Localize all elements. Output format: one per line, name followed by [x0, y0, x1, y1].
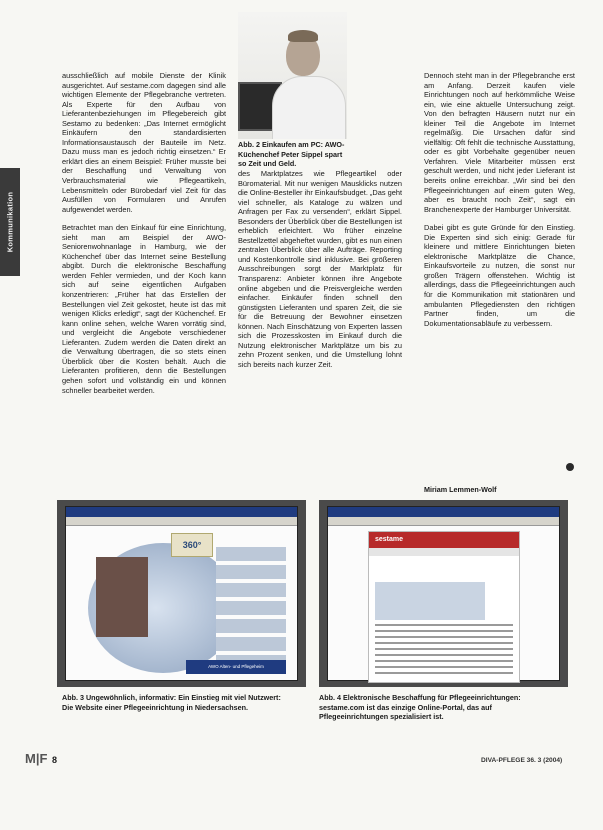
window-menubar: [328, 517, 559, 526]
column-1: [62, 71, 226, 496]
person-shirt: [272, 76, 346, 139]
section-tab: [0, 168, 20, 276]
column-3-paragraph-2: Dabei gibt es gute Gründe für den Einstieg. Die Experten sind sich einig: Gerade für kleinere und mittlere Einrichtungen bieten elektronische Marktplätze die Chance, Einkaufsvorteile zu nutzen, die sonst nur großen Trägern offenstehen. Wichtig ist allerdings, dass die Pflegeeinrichtungen auch für die Kommunikation mit stationären und ambulanten Pflegediensten den richtigen Partner finden, um die Dokumentationsabläufe zu verbessern.: [424, 223, 575, 328]
column-2-paragraph-1: des Marktplatzes wie Pflegeartikel oder Büromaterial. Mit nur wenigen Mausklicks nutzen die Online-Besteller ihr Einkaufsbudget. „Das geht viel schneller, als Kataloge zu wälzen und Anfragen per Fax zu versenden“, erklärt Sippel. Besonders der Überblick über die Bestellungen ist erheblich erleichtert. Wo früher einzelne Bestellzettel abgeheftet wurden, gibt es nun einen zentralen Überblick über alle Aufträge. Reporting und Kostenkontrolle sind inklusive. Bei größeren Ausschreibungen sorgt der Marktplatz für Transparenz: Anbieter können ihre Angebote online abgeben und die Preisvergleiche werden einfacher. Einkäufer finden schnell den günstigsten Lieferanten und sparen Zeit, die sie für die Betreuung der Bewohner einsetzen können. Nach Einschätzung von Experten lassen sich die Prozesskosten im Einkauf durch die Nutzung elektronischer Marktplätze um bis zu zehn Prozent senken, und die Umstellung lohnt sich bereits nach kurzer Zeit.: [238, 169, 402, 369]
person-hair: [288, 30, 318, 42]
portal-nav: [369, 548, 519, 556]
journal-logo: M|F: [25, 751, 48, 766]
column-1-paragraph-2: Betrachtet man den Einkauf für eine Einrichtung, sieht man am Beispiel der AWO-Seniorenwohnanlage in Hamburg, wie der Küchenchef über das Internet seine Bestellung abgibt. Durch die elektronische Beschaffung werden Fehler vermieden, und der Koch kann sich auf seine eigentlichen Aufgaben konzentrieren: „Früher hat das Erstellen der Bestellungen viel Zeit gekostet, heute ist das mit wenigen Klicks erledigt“, sagt der Küchenchef. Er kann online sehen, welche Waren vorrätig sind, und vergleicht die Angebote verschiedener Lieferanten. Zudem werden die Daten direkt an die Verwaltung übertragen, die so stets einen Überblick über die Kosten behält. Auch die Lieferanten profitieren, denn die Bestellungen gehen sofort und vollständig ein und können schneller bearbeitet werden.: [62, 223, 226, 395]
website-logo: [171, 533, 213, 557]
portrait-photo: [238, 12, 347, 139]
portal-header: [369, 532, 519, 548]
portal-logo: sestame: [375, 536, 404, 543]
window-titlebar: [328, 507, 559, 517]
browser-window: [327, 506, 560, 681]
website-photo-strip: [216, 547, 286, 667]
column-3-paragraph-1: Dennoch steht man in der Pflegebranche erst am Anfang. Derzeit kaufen viele Einrichtungen noch auf herkömmliche Weise ein, wie eine aktuelle Untersuchung zeigt. Von den befragten Häusern nutzt nur ein kleiner Teil die Angebote im Internet regelmäßig. Die Ursachen dafür sind vielfältig: Oft fehlt die technische Ausstattung, oder es gibt Vorbehalte gegenüber neuen Verfahren. Viele Mitarbeiter müssen erst geschult werden, und nicht jeder Lieferant ist bereits online erreichbar. „Wir sind bei den Pflegeeinrichtungen auf einem guten Weg, aber es braucht noch Zeit“, sagt ein Branchenexperte der Hamburger Universität.: [424, 71, 575, 214]
portal-text-block: [375, 624, 513, 674]
browser-window: [65, 506, 298, 681]
figure-4-caption: Abb. 4 Elektronische Beschaffung für Pflegeeinrichtungen: sestame.com ist das einzige Online-Portal, das auf Pflegeeinrichtungen spezialisiert ist.: [319, 693, 521, 721]
portal-banner: [375, 582, 485, 620]
screenshot-sestame-portal: [319, 500, 568, 687]
figure-3-caption: Abb. 3 Ungewöhnlich, informativ: Ein Einstieg mit viel Nutzwert: Die Website einer Pflegeeinrichtung in Niedersachsen.: [62, 693, 281, 712]
portal-page: [368, 531, 520, 683]
screenshot-care-home-website: [57, 500, 306, 687]
website-logo-label: 360°: [182, 540, 202, 550]
column-2: [238, 169, 402, 489]
author-name: Miriam Lemmen-Wolf: [424, 485, 497, 494]
end-of-article-icon: [566, 463, 574, 471]
section-tab-label: Kommunikation: [5, 191, 15, 253]
photo-caption: Abb. 2 Einkaufen am PC: AWO-Küchenchef Peter Sippel spart so Zeit und Geld.: [238, 140, 345, 168]
website-footer-label: AWO Alten- und Pflegeheim: [208, 664, 264, 669]
window-titlebar: [66, 507, 297, 517]
journal-reference: DIVA-PFLEGE 36. 3 (2004): [481, 757, 563, 764]
window-menubar: [66, 517, 297, 526]
page-number: 8: [52, 755, 58, 765]
building-photo: [96, 557, 148, 637]
website-footer: [186, 660, 286, 674]
column-3: [424, 71, 575, 471]
column-1-paragraph-1: ausschließlich auf mobile Dienste der Klinik ausgerichtet. Auf sestame.com dagegen sind alle wichtigen Elemente der Pflegebranche vertreten. Als Experte für den Aufbau von Lieferantenbeziehungen im Pflegebereich gibt Sestamo zu bedenken: „Das Internet ermöglicht Einkäufern den standardisierten Informationsaustausch der Bauteile im Netz. Dazu muss man es jedoch richtig einsetzen.“ Er erklärt dies an einem Beispiel: Früher musste bei der Beschaffung und Verwaltung von Verbrauchsmaterial wie Pflegeartikeln, Lebensmitteln oder Bürobedarf viel Zeit für das Ausfüllen von Formularen und Anrufen aufgewendet werden.: [62, 71, 226, 214]
